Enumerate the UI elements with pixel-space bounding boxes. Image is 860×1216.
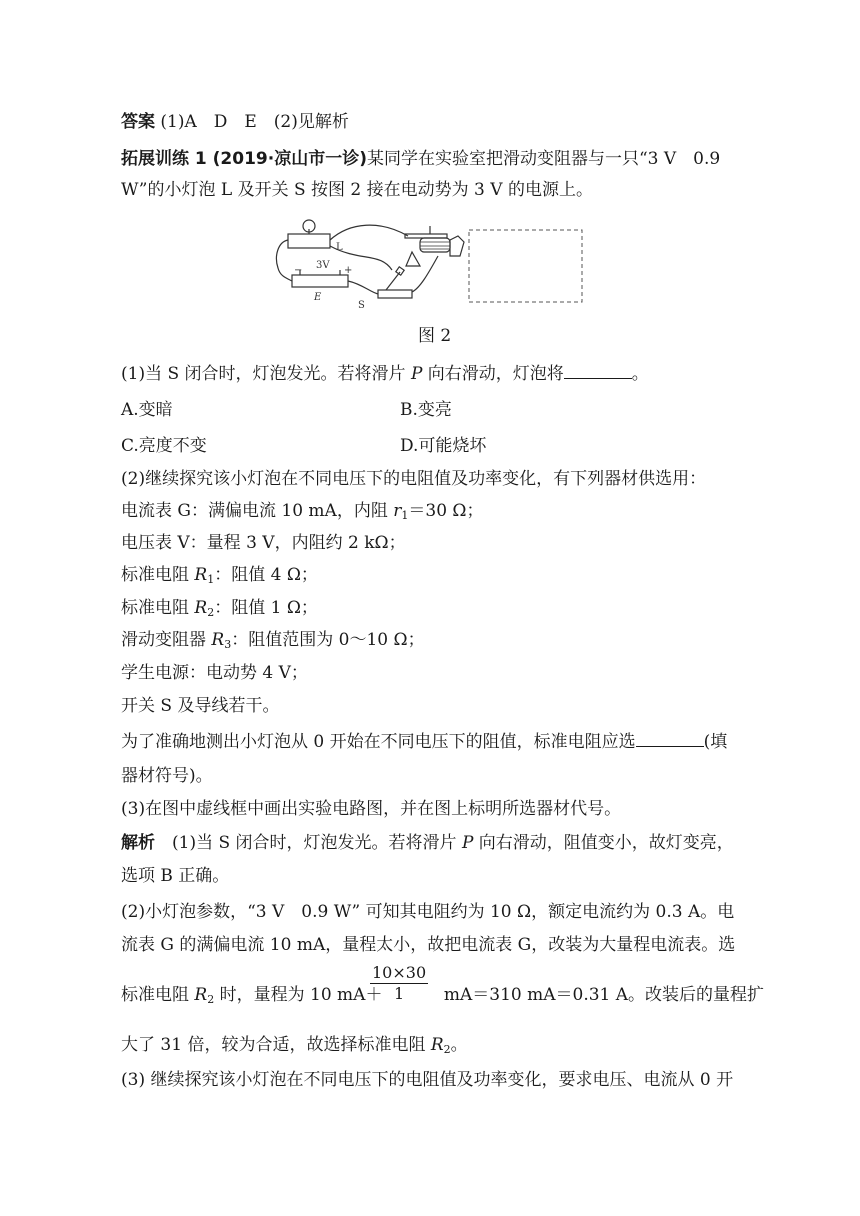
analysis-p1-a: (1)当 S 闭合时，灯泡发光。若将滑片 [155,833,462,853]
analysis-line-1 [121,831,734,855]
q2-g-b: ＝30 Ω； [408,501,484,521]
lamp-label: L [336,242,343,253]
analysis-d1: 大了 31 倍，较为合适，故选择标准电阻 [121,1035,431,1055]
exercise-text-2: W”的小灯泡 L 及开关 S 按图 2 接在电动势为 3 V 的电源上。 [121,180,593,200]
figure-caption: 图 2 [418,326,452,346]
q2-r1-var: R [194,565,208,585]
lamp-bulb-icon [303,220,315,234]
analysis-p1-var: P [461,833,474,853]
analysis-c-sub: 2 [207,993,215,1006]
q2-item-switch: 开关 S 及导线若干。 [121,696,280,716]
q1-option-row-2 [121,434,207,458]
q2-blank [636,730,704,747]
q1-stem-b: 向右滑动，灯泡将 [422,364,564,384]
wire [330,225,408,240]
q2-ask-b: (填 [703,732,728,752]
wire [412,256,438,292]
rheostat-icon [405,226,464,266]
q1-var-p: P [410,364,423,384]
exercise-label: 拓展训练 1 (2019·凉山市一诊) [121,149,367,169]
fraction-numerator: 10×30 [372,963,427,982]
q1-stem-end: 。 [631,364,649,384]
q3-stem: (3)在图中虚线框中画出实验电路图，并在图上标明所选器材代号。 [121,799,622,819]
battery-minus-label: − [294,265,303,276]
q2-item-g [121,499,484,528]
analysis-line-4: 流表 G 的满偏电流 10 mA，量程太小，故把电流表 G，改装为大量程电流表。选 [121,935,736,955]
battery-plus-label: + [344,265,353,276]
analysis-d-var: R [430,1035,444,1055]
battery-board [292,275,348,287]
answer-line [121,110,349,134]
q2-r3-sub: 3 [224,638,232,651]
q2-ask-line-1 [121,730,727,754]
q2-ask-a: 为了准确地测出小灯泡从 0 开始在不同电压下的阻值，标准电阻应选 [121,732,636,752]
q2-r2-b: ：阻值 1 Ω； [214,598,318,618]
q1-stem [121,362,649,386]
emf-label: E [314,292,322,303]
q2-item-v: 电压表 V：量程 3 V，内阻约 2 kΩ； [121,533,406,553]
q2-item-r1 [121,563,318,592]
analysis-c2: 时，量程为 10 mA＋ [214,985,383,1005]
q2-r2-var: R [194,598,208,618]
q2-r1-b: ：阻值 4 Ω； [214,565,318,585]
q1-option-c: C.亮度不变 [121,436,207,456]
q2-r3-b: ：阻值范围为 0～10 Ω； [231,630,425,650]
q2-r3-a: 滑动变阻器 [121,630,212,650]
q1-blank [564,362,632,379]
q2-r3-var: R [211,630,225,650]
exercise-line-2 [121,178,593,202]
analysis-d-sub: 2 [443,1043,451,1056]
battery-voltage-label: 3V [316,260,330,271]
q2-g-sub: 1 [401,509,409,522]
answer-text: (1)A D E (2)见解析 [160,112,349,132]
exercise-text-1: 某同学在实验室把滑动变阻器与一只“3 V 0.9 [366,149,721,169]
analysis-d2: 。 [450,1035,468,1055]
q2-item-r2 [121,596,318,625]
q1-option-row-1 [121,398,173,422]
analysis-line-3: (2)小灯泡参数，“3 V 0.9 W” 可知其电阻约为 10 Ω，额定电流约为 0.3 A。电 [121,902,735,922]
analysis-line-7: (3) 继续探究该小灯泡在不同电压下的电阻值及功率变化，要求电压、电流从 0 开 [121,1070,734,1090]
q2-r2-a: 标准电阻 [121,598,195,618]
q2-stem: (2)继续探究该小灯泡在不同电压下的电阻值及功率变化，有下列器材供选用： [121,469,707,489]
q2-item-supply: 学生电源：电动势 4 V； [121,663,308,683]
switch-icon [378,267,412,298]
q2-ask-line-2: 器材符号)。 [121,766,213,786]
analysis-c-var: R [194,985,208,1005]
q2-g-var: r [393,501,402,521]
analysis-line-2: 选项 B 正确。 [121,866,230,886]
q2-r2-sub: 2 [207,606,215,619]
circuit-figure [270,212,590,318]
q1-stem-a: (1)当 S 闭合时，灯泡发光。若将滑片 [121,364,411,384]
analysis-line-5 [121,983,764,1012]
analysis-c3: mA＝310 mA＝0.31 A。改装后的量程扩 [438,985,765,1005]
q1-option-d: D.可能烧坏 [400,436,487,456]
fraction [370,963,428,1004]
lamp-board [288,234,330,248]
q1-option-b: B.变亮 [400,400,452,420]
analysis-p1-b: 向右滑动，阻值变小，故灯变亮， [473,833,734,853]
q2-item-r3 [121,628,425,657]
analysis-c1: 标准电阻 [121,985,195,1005]
fraction-denominator: 1 [393,984,405,1003]
analysis-label: 解析 [121,833,155,853]
wire [348,281,378,294]
wire [276,240,292,281]
q2-r1-a: 标准电阻 [121,565,195,585]
q2-r1-sub: 1 [207,573,215,586]
q2-g-a: 电流表 G：满偏电流 10 mA，内阻 [121,501,394,521]
dashed-answer-box [469,230,582,302]
q1-option-a: A.变暗 [121,400,173,420]
analysis-line-6 [121,1033,468,1062]
switch-label: S [358,300,365,311]
exercise-line-1 [121,147,720,171]
answer-label: 答案 [121,112,155,132]
